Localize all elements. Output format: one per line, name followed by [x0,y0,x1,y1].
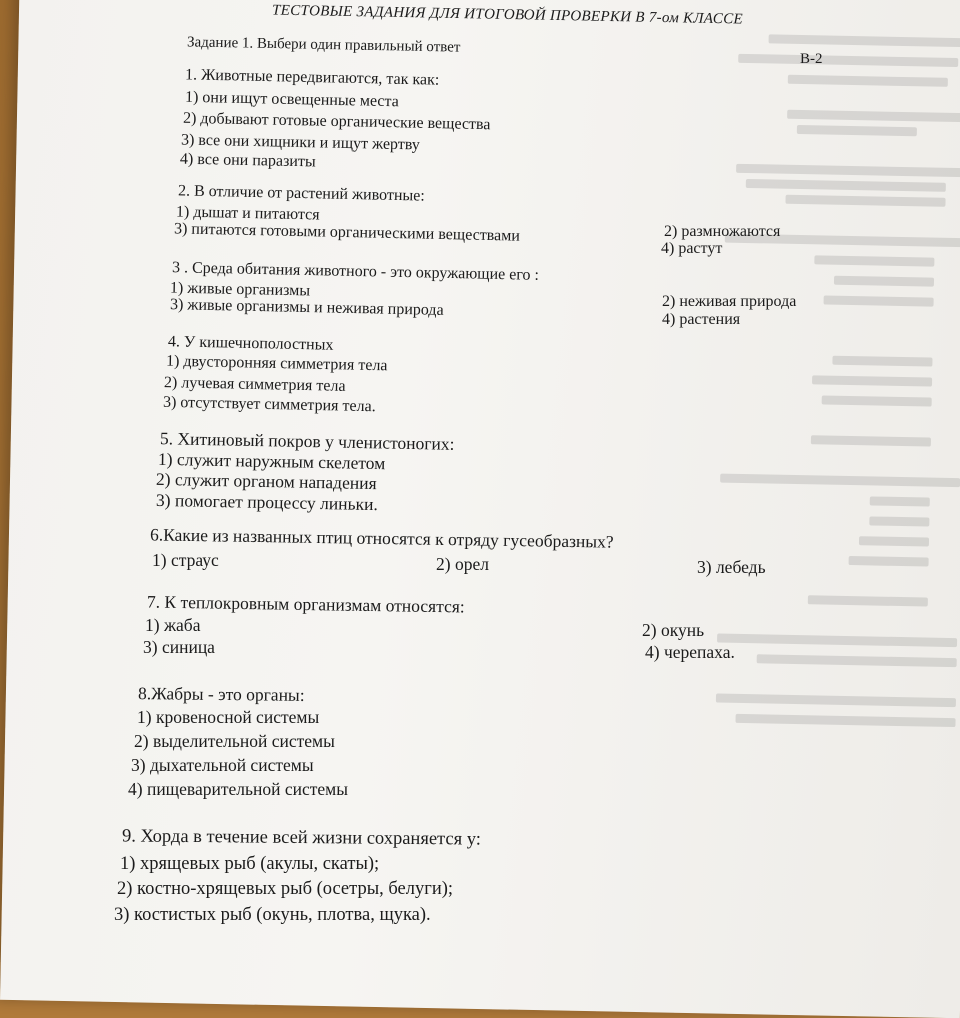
q2-option-1: 1) дышат и питаются [175,203,320,224]
q6-option-3: 3) лебедь [697,557,766,577]
q2-option-2: 2) размножаются [664,223,781,240]
bleed-through-text [700,0,960,1018]
q7-option-3: 3) синица [143,637,215,657]
q6-option-2: 2) орел [436,554,489,574]
question-2: 2. В отличие от растений животные: [177,182,425,205]
q8-option-2: 2) выделительной системы [134,731,335,751]
q1-option-2: 2) добывают готовые органические вещества [182,109,491,134]
q4-option-1: 1) двусторонняя симметрия тела [165,352,388,375]
q7-option-4: 4) черепаха. [645,642,735,662]
variant-label: В-2 [800,51,823,67]
q3-option-2: 2) неживая природа [662,293,797,310]
q5-option-3: 3) помогает процессу линьки. [155,489,379,515]
q3-option-3: 3) живые организмы и неживая природа [169,296,444,319]
q7-option-2: 2) окунь [642,620,705,640]
q1-option-3: 3) все они хищники и ищут жертву [180,131,420,154]
q9-option-1: 1) хрящевых рыб (акулы, скаты); [120,854,380,874]
q5-option-1: 1) служит наружным скелетом [157,448,386,474]
q4-option-2: 2) лучевая симметрия тела [163,374,346,395]
q1-option-1: 1) они ищут освещенные места [184,88,399,111]
q8-option-4: 4) пищеварительной системы [128,779,348,799]
q9-option-3: 3) костистых рыб (окунь, плотва, щука). [114,905,431,925]
q2-option-4: 4) растут [661,240,723,257]
question-5: 5. Хитиновый покров у членистоногих: [159,428,455,454]
question-9: 9. Хорда в течение всей жизни сохраняется у: [121,826,481,850]
q6-option-1: 1) страус [152,550,219,570]
q7-option-1: 1) жаба [145,615,201,635]
q4-option-3: 3) отсутствует симметрия тела. [162,393,376,416]
q8-option-3: 3) дыхательной системы [131,755,314,775]
q5-option-2: 2) служит органом нападения [155,468,377,494]
q3-option-4: 4) растения [662,311,741,328]
question-6: 6.Какие из названных птиц относятся к отряду гусеобразных? [149,524,614,552]
q1-option-4: 4) все они паразиты [179,150,316,171]
q2-option-3: 3) питаются готовыми органическими веществами [173,220,521,245]
task-title: Задание 1. Выбери один правильный ответ [186,34,461,56]
question-7: 7. К теплокровным организмам относятся: [146,591,465,617]
q9-option-2: 2) костно-хрящевых рыб (осетры, белуги); [117,879,454,899]
question-1: 1. Животные передвигаются, так как: [184,66,440,89]
q8-option-1: 1) кровеносной системы [137,707,320,727]
question-8: 8.Жабры - это органы: [137,683,305,705]
question-4: 4. У кишечнополостных [167,333,334,354]
q3-option-1: 1) живые организмы [169,279,311,300]
question-3: 3 . Среда обитания животного - это окружающие его : [171,259,540,284]
page-header: ТЕСТОВЫЕ ЗАДАНИЯ ДЛЯ ИТОГОВОЙ ПРОВЕРКИ В 7-ом КЛАССЕ [271,2,744,28]
